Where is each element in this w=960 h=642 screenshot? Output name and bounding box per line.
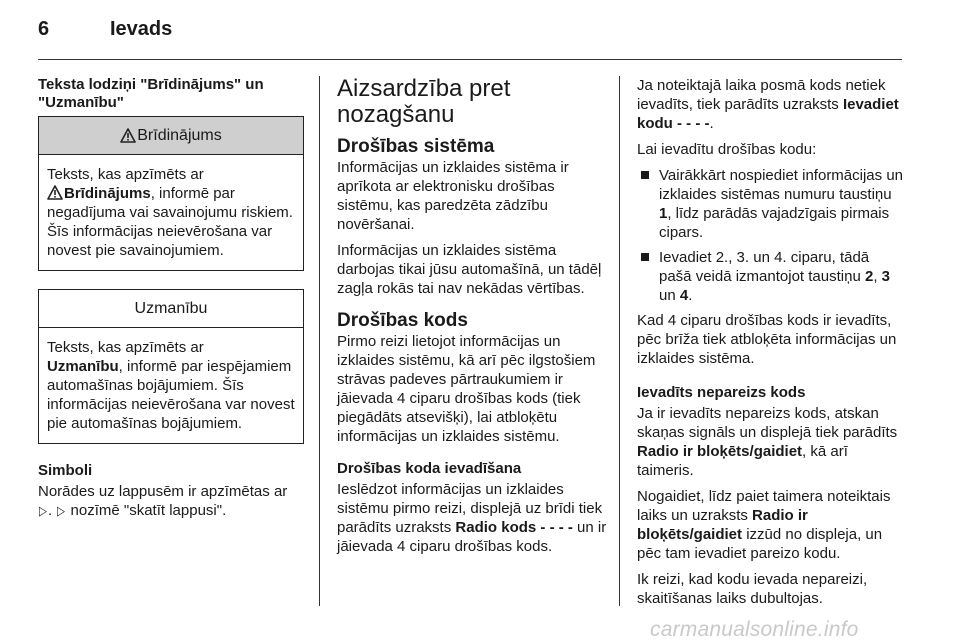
warning-text: Teksts, kas apzīmēts ar xyxy=(47,166,204,183)
caution-box-header xyxy=(39,290,303,328)
symbols-text: . xyxy=(48,502,57,519)
caution-box xyxy=(38,289,304,444)
bullet-square-icon xyxy=(641,253,649,261)
text-run: Nogaidiet, līdz paiet taimera noteiktais laiks un uzraksts xyxy=(637,488,891,524)
paragraph xyxy=(637,404,905,480)
watermark: carmanualsonline.info xyxy=(650,618,859,641)
key-label: 1 xyxy=(659,205,668,222)
warning-box-title: Brīdinājums xyxy=(137,127,222,144)
column-divider xyxy=(319,76,320,606)
key-label: 2 xyxy=(864,268,874,285)
display-message: Ievadiet kodu - - - - xyxy=(637,96,899,132)
list-item xyxy=(637,166,905,242)
warning-triangle-icon xyxy=(47,185,63,200)
intro-heading: Teksta lodziņi "Brīdinājums" un "Uzmanību" xyxy=(38,76,264,111)
paragraph: Lai ievadītu drošības kodu: xyxy=(637,141,817,158)
text-run: Ja ir ievadīts nepareizs kods, atskan skaņas signāls un displejā tiek parādīts xyxy=(637,405,898,441)
bullet-square-icon xyxy=(641,171,649,179)
security-system-heading: Drošības sistēma xyxy=(337,136,495,157)
text-run: Ieslēdzot informācijas un izklaides sistēmu pirmo reizi, displejā uz brīdi tiek parādīts uzraksts xyxy=(337,481,603,536)
warning-box xyxy=(38,116,304,271)
page-reference-icon: ▷ xyxy=(39,503,47,518)
steps-list xyxy=(637,166,905,305)
paragraph: Informācijas un izklaides sistēma darbojas tikai jūsu automašīnā, un tādēļ zagļa rokās tai nav nekādas vērtības. xyxy=(337,242,602,297)
paragraph xyxy=(637,487,905,563)
warning-box-body xyxy=(39,155,303,270)
warning-term: Brīdinājums xyxy=(64,185,151,202)
caution-text: Teksts, kas apzīmēts ar xyxy=(47,339,204,356)
text-run: , līdz parādās vajadzīgais pirmais cipars. xyxy=(659,205,890,241)
symbols-heading: Simboli xyxy=(38,462,93,479)
paragraph xyxy=(637,76,905,133)
paragraph: Kad 4 ciparu drošības kods ir ievadīts, pēc brīža tiek atbloķēta informācijas un izklaides sistēma. xyxy=(637,312,897,367)
text-run: un ir jāievada 4 ciparu drošības kods. xyxy=(337,519,607,555)
caution-text-end: , informē par iespējamiem automašīnas bojājumiem. Šīs informācijas neievērošana var novest pie automašīnas bojājumiem. xyxy=(47,358,295,432)
text-run: Ja noteiktajā laika posmā kods netiek ievadīts, tiek parādīts uzraksts xyxy=(637,77,886,113)
paragraph: Ik reizi, kad kodu ievada nepareizi, skaitīšanas laiks dubultojas. xyxy=(637,571,868,607)
warning-box-header xyxy=(39,117,303,155)
text-run: Vairākkārt nospiediet informācijas un izklaides sistēmas numuru taustiņu xyxy=(659,167,904,203)
display-message: Radio ir bloķēts/gaidiet xyxy=(637,443,803,460)
text-run: un xyxy=(659,287,680,304)
page-number: 6 xyxy=(38,18,50,40)
column-middle xyxy=(337,76,607,563)
display-message: Radio ir bloķēts/gaidiet xyxy=(637,507,808,543)
column-left xyxy=(38,76,304,527)
warning-text-end: , informē par negadījuma vai savainojumu riskiem. Šīs informācijas neievērošana var novest pie savainojumiem. xyxy=(47,185,293,259)
text-run: Ievadiet 2., 3. un 4. ciparu, tādā pašā veidā izmantojot taustiņu xyxy=(659,249,870,285)
list-item xyxy=(637,248,905,305)
page-title: Ievads xyxy=(110,18,173,40)
wrong-code-heading: Ievadīts nepareizs kods xyxy=(637,384,806,401)
text-run: , kā arī taimeris. xyxy=(637,443,848,479)
caution-box-title: Uzmanību xyxy=(134,300,208,317)
text-run: . xyxy=(709,115,714,132)
text-run: , xyxy=(873,268,882,285)
page-reference-icon: ▷ xyxy=(57,503,66,518)
symbols-text: nozīmē "skatīt lappusi". xyxy=(66,502,227,519)
display-message: Radio kods - - - - xyxy=(455,519,573,536)
section-title: Aizsardzība pret nozagšanu xyxy=(337,75,511,128)
column-divider xyxy=(619,76,620,606)
paragraph: Pirmo reizi lietojot informācijas un izklaides sistēmu, kā arī pēc ilgstošiem strāvas padeves pārtraukumiem ir jāievada 4 ciparu drošības kods (tiek piegādāts atsevišķi), lai atbloķētu informācijas un izklaides sistēmu. xyxy=(337,333,596,445)
text-run: . xyxy=(688,287,693,304)
code-entry-heading: Drošības koda ievadīšana xyxy=(337,460,522,477)
warning-triangle-icon xyxy=(120,128,136,143)
header-rule xyxy=(38,59,902,60)
symbols-paragraph xyxy=(38,482,304,520)
caution-term: Uzmanību xyxy=(47,358,119,375)
key-label: 3 xyxy=(881,268,890,285)
text-run: izzūd no displeja, un pēc tam ievadiet pareizo kodu. xyxy=(637,526,883,562)
column-right xyxy=(637,76,905,615)
caution-box-body xyxy=(39,328,303,443)
security-code-heading: Drošības kods xyxy=(337,310,468,331)
key-label: 4 xyxy=(679,287,689,304)
paragraph xyxy=(337,480,607,556)
paragraph: Informācijas un izklaides sistēma ir aprīkota ar elektronisku drošības sistēmu, kas paredzēta zādzību novēršanai. xyxy=(337,159,569,233)
symbols-text: Norādes uz lappusēm ir apzīmētas ar xyxy=(38,483,288,500)
